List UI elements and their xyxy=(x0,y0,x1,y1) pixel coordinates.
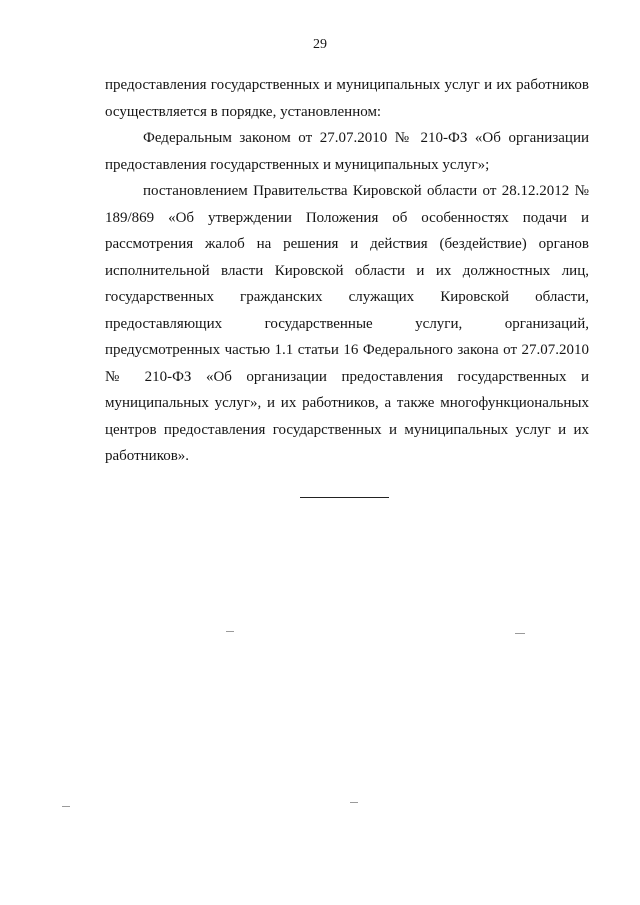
paragraph-intro: предоставления государственных и муниципальных услуг и их работников осуществляется в порядке, установленном: xyxy=(105,77,589,120)
paragraph-government-resolution: постановлением Правительства Кировской области от 28.12.2012 № 189/869 «Об утверждении Положения об особенностях подачи и рассмотрения жалоб на решения и действия (бездействие) органов исполнительной власти Кировской области и их должностных лиц, государственных гражданских служащих Кировской области, предоставляющих государственные услуги, организаций, предусмотренных частью 1.1 статьи 16 Федерального закона от 27.07.2010 № 210-ФЗ «Об организации предоставления государственных и муниципальных услуг», и их работников, а также многофункциональных центров предоставления государственных и муниципальных услуг и их работников». xyxy=(105,183,589,464)
scan-speck xyxy=(350,802,358,803)
page-number: 29 xyxy=(313,37,327,52)
scan-speck xyxy=(515,633,525,634)
paragraph-federal-law: Федеральным законом от 27.07.2010 № 210-ФЗ «Об организации предоставления государственных и муниципальных услуг»; xyxy=(105,130,589,173)
scan-speck xyxy=(62,806,70,807)
document-body xyxy=(105,72,589,470)
end-separator-line xyxy=(300,497,389,498)
scan-speck xyxy=(226,631,234,632)
